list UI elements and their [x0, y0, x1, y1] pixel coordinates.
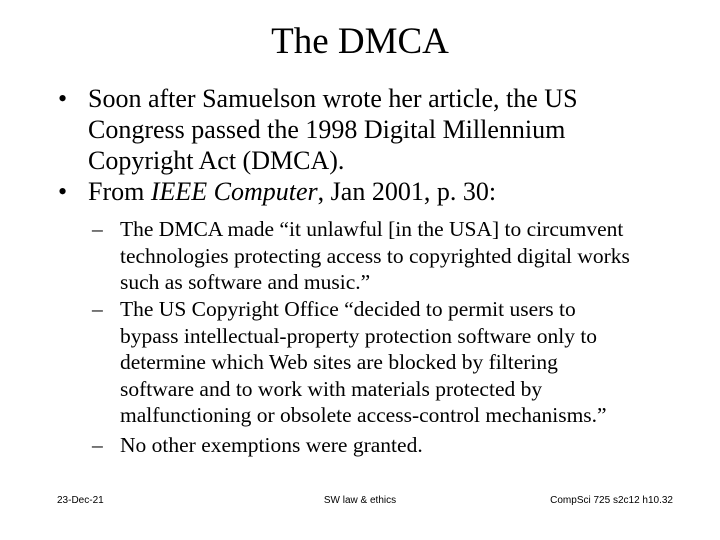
sub-bullet-line: software and to work with materials protected by [120, 376, 543, 401]
sub-bullet-line: such as software and music.” [120, 270, 371, 294]
sub-bullet-item [92, 216, 630, 296]
bullet-item [58, 176, 497, 207]
bullet-item [58, 83, 578, 176]
bullet-marker: • [58, 84, 68, 113]
sub-bullet-item [92, 296, 607, 429]
sub-bullet-marker: – [92, 217, 103, 241]
sub-bullet-line: The DMCA made “it unlawful [in the USA] to circumvent [120, 217, 624, 241]
sub-bullet-line: No other exemptions were granted. [120, 433, 423, 457]
bullet-line [88, 176, 496, 207]
sub-bullet-line: bypass intellectual-property protection software only to [120, 323, 598, 348]
sub-bullet-line: technologies protecting access to copyrighted digital works [120, 243, 630, 268]
bullet-line: Soon after Samuelson wrote her article, the US [88, 84, 578, 113]
bullet-marker: • [58, 177, 68, 206]
bullet-text: , Jan 2001, p. 30: [317, 177, 497, 206]
sub-bullet-marker: – [92, 433, 103, 457]
bullet-line: Copyright Act (DMCA). [88, 146, 345, 175]
slide-title: The DMCA [271, 21, 449, 62]
footer-date: 23-Dec-21 [57, 495, 104, 506]
bullet-line: Congress passed the 1998 Digital Millennium [88, 115, 566, 144]
sub-bullet-marker: – [92, 297, 103, 321]
footer-course: CompSci 725 s2c12 h10.32 [550, 495, 673, 506]
sub-bullet-line: The US Copyright Office “decided to permit users to [120, 297, 576, 321]
sub-bullet-line: determine which Web sites are blocked by filtering [120, 350, 558, 374]
sub-bullet-line: malfunctioning or obsolete access-control mechanisms.” [120, 403, 607, 427]
sub-bullet-item [92, 432, 423, 459]
footer-title: SW law & ethics [323, 495, 397, 506]
bullet-text: From [88, 177, 151, 206]
publication-name: IEEE Computer [150, 177, 318, 206]
